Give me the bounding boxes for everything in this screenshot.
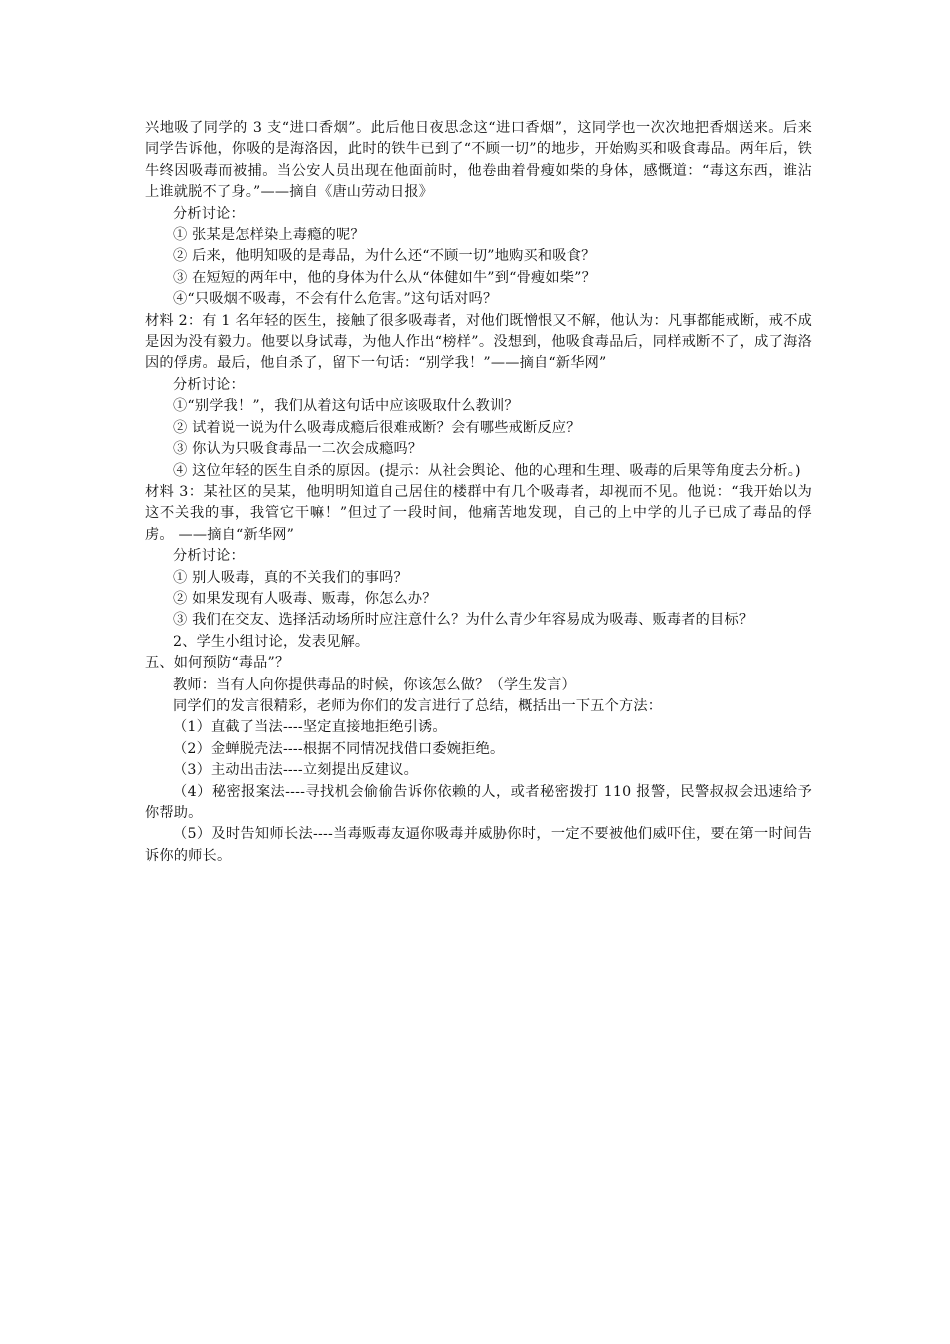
paragraph-question-2-3: ③ 你认为只吸食毒品一二次会成瘾吗？ — [173, 441, 423, 458]
paragraph-question-3-2: ② 如果发现有人吸毒、贩毒，你怎么办？ — [173, 590, 437, 607]
paragraph-question-3-1: ① 别人吸毒，真的不关我们的事吗？ — [173, 569, 408, 586]
paragraph-method-5: （5）及时告知师长法----当毒贩毒友逼你吸毒并威胁你时，一定不要被他们威吓住，要在第一时间告诉你的师长。 — [145, 826, 812, 864]
paragraph-discussion-heading-2: 分析讨论： — [173, 376, 245, 393]
paragraph-discussion-heading-1: 分析讨论： — [173, 205, 245, 222]
document-body — [145, 118, 812, 867]
paragraph-question-2-2: ② 试着说一说为什么吸毒成瘾后很难戒断？会有哪些戒断反应？ — [173, 419, 581, 436]
section-heading-prevention: 五、如何预防“毒品”？ — [145, 655, 290, 672]
paragraph-question-2-4: ④ 这位年轻的医生自杀的原因。(提示：从社会舆论、他的心理和生理、吸毒的后果等角度去分析。) — [173, 462, 801, 479]
paragraph-question-1-2: ② 后来，他明知吸的是毒品，为什么还“不顾一切”地购买和吸食？ — [173, 248, 596, 265]
paragraph-question-2-1: ①“别学我！”，我们从着这句话中应该吸取什么教训？ — [173, 398, 519, 415]
paragraph-question-1-4: ④“只吸烟不吸毒，不会有什么危害。”这句话对吗？ — [173, 291, 498, 308]
paragraph-material-2: 材料 2：有 1 名年轻的医生，接触了很多吸毒者，对他们既憎恨又不解，他认为：凡事都能戒断，戒不成是因为没有毅力。他要以身试毒，为他人作出“榜样”。没想到，他吸食毒品后，同样戒断不了，成了海洛因的俘虏。最后，他自杀了，留下一句话：“别学我！”——摘自“新华网” — [145, 312, 812, 372]
paragraph-method-1: （1）直截了当法----坚定直接地拒绝引诱。 — [173, 719, 447, 736]
paragraph-material-1-end: 兴地吸了同学的 3 支“进口香烟”。此后他日夜思念这“进口香烟”，这同学也一次次地把香烟送来。后来同学告诉他，你吸的是海洛因，此时的铁牛已到了“不顾一切”的地步，开始购买和吸食毒品。两年后，铁牛终因吸毒而被捕。当公安人员出现在他面前时，他卷曲着骨瘦如柴的身体，感慨道：“毒这东西，谁沾上谁就脱不了身。”——摘自《唐山劳动日报》 — [145, 120, 812, 201]
paragraph-material-3: 材料 3：某社区的吴某，他明明知道自己居住的楼群中有几个吸毒者，却视而不见。他说：“我开始以为这不关我的事，我管它干嘛！”但过了一段时间，他痛苦地发现，自己的上中学的儿子已成了毒品的俘虏。 ——摘自“新华网” — [145, 483, 812, 543]
paragraph-discussion-heading-3: 分析讨论： — [173, 548, 245, 565]
paragraph-method-2: （2）金蝉脱壳法----根据不同情况找借口委婉拒绝。 — [173, 740, 505, 757]
paragraph-question-1-1: ① 张某是怎样染上毒瘾的呢？ — [173, 227, 365, 244]
paragraph-method-3: （3）主动出击法----立刻提出反建议。 — [173, 762, 419, 779]
paragraph-summary-intro: 同学们的发言很精彩，老师为你们的发言进行了总结，概括出一下五个方法： — [173, 697, 663, 714]
paragraph-teacher-question: 教师：当有人向你提供毒品的时候，你该怎么做？（学生发言） — [173, 676, 576, 693]
paragraph-group-discussion: 2、学生小组讨论，发表见解。 — [173, 633, 370, 650]
paragraph-question-3-3: ③ 我们在交友、选择活动场所时应注意什么？为什么青少年容易成为吸毒、贩毒者的目标？ — [173, 612, 754, 629]
paragraph-method-4: （4）秘密报案法----寻找机会偷偷告诉你依赖的人，或者秘密拨打 110 报警，民警叔叔会迅速给予你帮助。 — [145, 783, 812, 821]
paragraph-question-1-3: ③ 在短短的两年中，他的身体为什么从“体健如牛”到“骨瘦如柴”？ — [173, 269, 596, 286]
